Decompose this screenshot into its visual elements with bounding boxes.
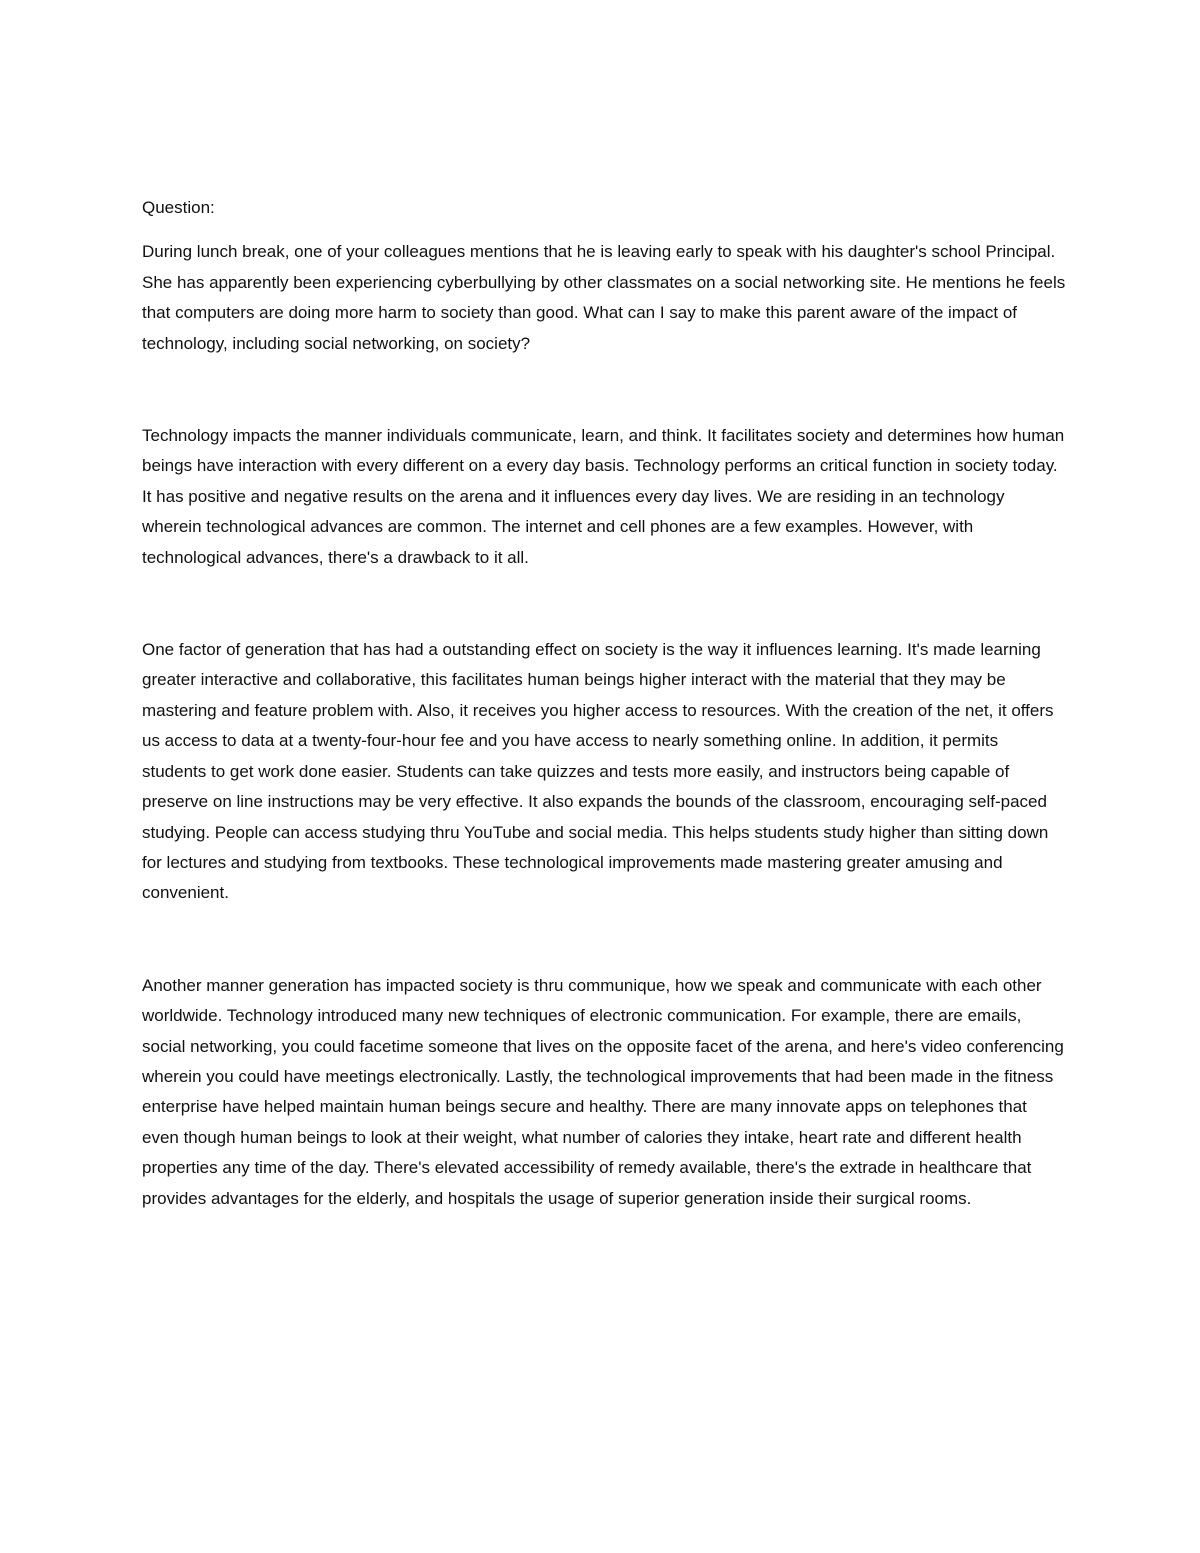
- answer-paragraph-3: Another manner generation has impacted society is thru communique, how we speak and communicate with each other worldwide. Technology introduced many new techniques of electronic communication. For example, there are emails, social networking, you could facetime someone that lives on the opposite facet of the arena, and here's video conferencing wherein you could have meetings electronically. Lastly, the technological improvements that had been made in the fitness enterprise have helped maintain human beings secure and healthy. There are many innovate apps on telephones that even though human beings to look at their weight, what number of calories they intake, heart rate and different health properties any time of the day. There's elevated accessibility of remedy available, there's the extrade in healthcare that provides advantages for the elderly, and hospitals the usage of superior generation inside their surgical rooms.: [142, 975, 1064, 1208]
- question-text: During lunch break, one of your colleagues mentions that he is leaving early to speak with his daughter's school Principal. She has apparently been experiencing cyberbullying by other classmates on a social networking site. He mentions he feels that computers are doing more harm to society than good. What can I say to make this parent aware of the impact of technology, including social networking, on society?: [142, 242, 1066, 353]
- document-body: [142, 193, 1067, 1214]
- question-label: Question:: [142, 198, 215, 217]
- answer-paragraph-1: Technology impacts the manner individuals communicate, learn, and think. It facilitates society and determines how human beings have interaction with every different on a every day basis. Technology performs an critical function in society today. It has positive and negative results on the arena and it influences every day lives. We are residing in an technology wherein technological advances are common. The internet and cell phones are a few examples. However, with technological advances, there's a drawback to it all.: [142, 426, 1065, 567]
- answer-paragraph-2: One factor of generation that has had a outstanding effect on society is the way it influences learning. It's made learning greater interactive and collaborative, this facilitates human beings higher interact with the material that they may be mastering and feature problem with. Also, it receives you higher access to resources. With the creation of the net, it offers us access to data at a twenty-four-hour fee and you have access to nearly something online. In addition, it permits students to get work done easier. Students can take quizzes and tests more easily, and instructors being capable of preserve on line instructions may be very effective. It also expands the bounds of the classroom, encouraging self-paced studying. People can access studying thru YouTube and social media. This helps students study higher than sitting down for lectures and studying from textbooks. These technological improvements made mastering greater amusing and convenient.: [142, 640, 1054, 903]
